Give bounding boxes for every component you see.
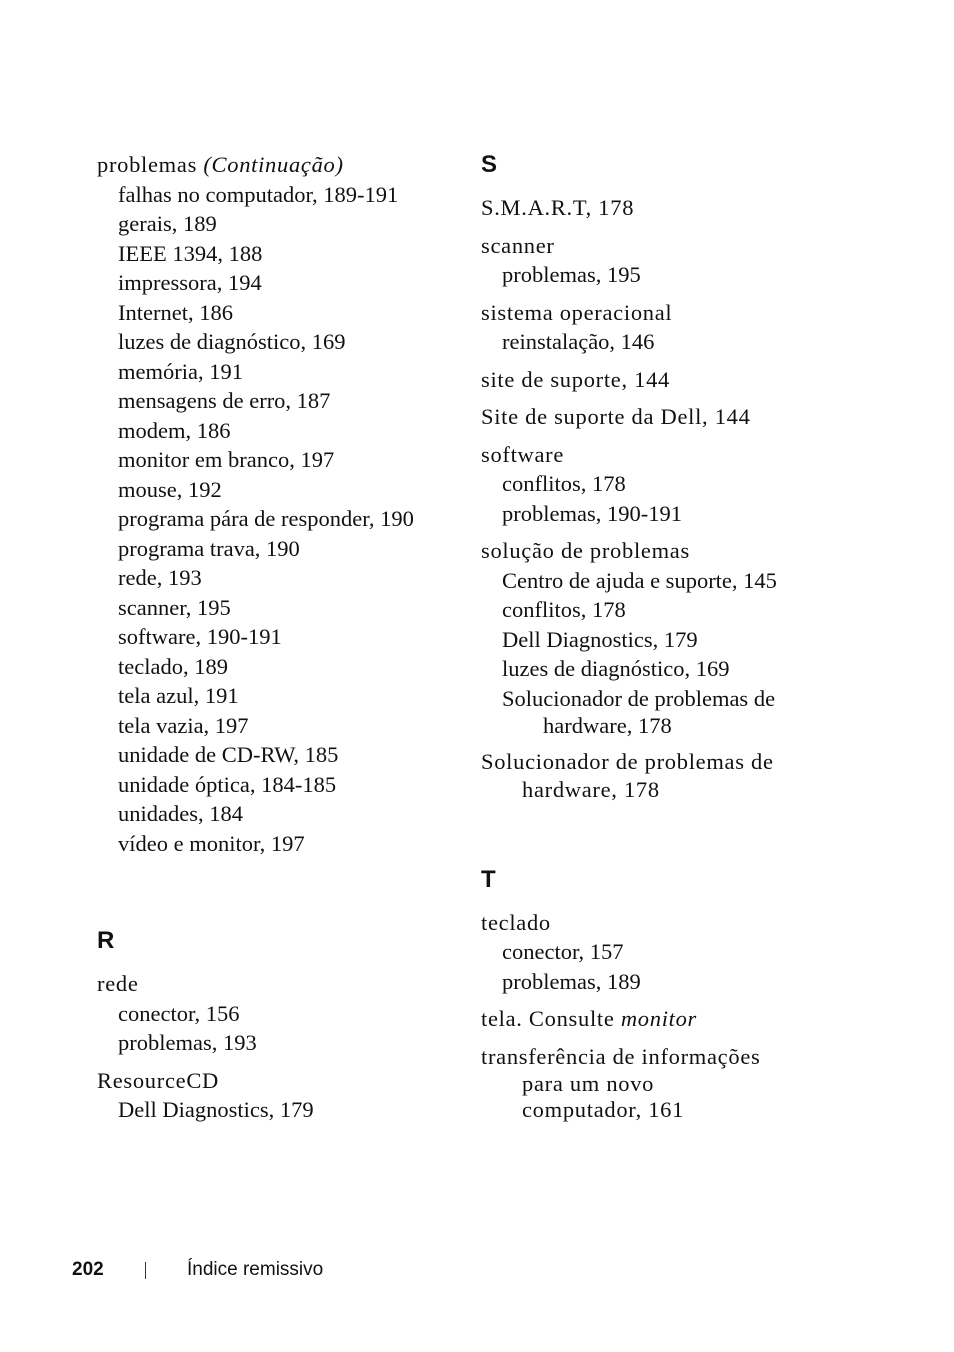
cross-reference: monitor: [620, 1006, 698, 1031]
index-subentry-continuation: hardware, 178: [543, 713, 672, 738]
continuation-note: (Continuação): [203, 152, 344, 177]
term-text: problemas: [97, 152, 198, 177]
index-entry-smart: [481, 193, 861, 223]
index-subentry: reinstalação, 146: [502, 329, 655, 354]
index-subentry: mouse, 192: [118, 476, 222, 502]
index-subentry: monitor em branco, 197: [118, 447, 335, 472]
index-subentry: problemas, 193: [118, 1030, 257, 1055]
index-entry-transferencia: [481, 1042, 861, 1124]
index-entry-site-de-suporte: [481, 365, 861, 395]
index-term: teclado: [481, 909, 551, 935]
index-entry-solucionador: [481, 747, 861, 803]
index-subentry: teclado, 189: [118, 653, 228, 679]
index-subentry: Dell Diagnostics, 179: [502, 626, 698, 652]
index-subentry: conflitos, 178: [502, 597, 626, 622]
index-subentry: IEEE 1394, 188: [118, 240, 263, 266]
index-subentry: unidade de CD-RW, 185: [118, 742, 339, 767]
index-subentry: Solucionador de problemas de: [502, 685, 776, 711]
index-term: ResourceCD: [97, 1067, 219, 1093]
index-term: S.M.A.R.T, 178: [481, 195, 635, 220]
index-subentry: gerais, 189: [118, 211, 217, 236]
index-subentry: Centro de ajuda e suporte, 145: [502, 567, 777, 593]
index-term-continuation: computador, 161: [522, 1097, 685, 1122]
index-entry-rede: [97, 969, 457, 1058]
index-subentry: programa pára de responder, 190: [118, 506, 414, 531]
footer-title: Índice remissivo: [187, 1259, 324, 1280]
index-subentry: problemas, 189: [502, 968, 641, 994]
index-entry-resourcecd: [97, 1066, 457, 1125]
index-subentry: Internet, 186: [118, 299, 233, 325]
index-subentry: tela azul, 191: [118, 683, 239, 708]
section-heading-r: R: [97, 927, 115, 954]
index-subentry: vídeo e monitor, 197: [118, 830, 305, 856]
index-term: scanner: [481, 232, 555, 258]
index-subentry: falhas no computador, 189-191: [118, 181, 399, 207]
index-subentry: Dell Diagnostics, 179: [118, 1097, 314, 1122]
index-term-continuation: para um novo: [522, 1071, 655, 1096]
index-subentry: unidades, 184: [118, 801, 243, 826]
index-column-left: [97, 150, 457, 1133]
index-entry-solucao-de-problemas: [481, 536, 861, 739]
index-term: software: [481, 441, 565, 467]
index-term: rede: [97, 971, 139, 996]
term-text: tela. Consulte: [481, 1006, 615, 1031]
index-subentry: software, 190-191: [118, 624, 282, 649]
index-subentry: rede, 193: [118, 565, 202, 590]
index-term: Solucionador de problemas de: [481, 749, 774, 774]
page-number: 202: [72, 1259, 104, 1280]
index-subentry: problemas, 195: [502, 262, 641, 287]
index-subentry: conector, 156: [118, 1000, 240, 1026]
index-term: sistema operacional: [481, 299, 673, 325]
index-subentry: luzes de diagnóstico, 169: [502, 656, 730, 681]
index-entry-problemas: [97, 150, 457, 858]
index-subentry: problemas, 190-191: [502, 500, 682, 526]
index-entry-scanner: [481, 231, 861, 290]
index-term: transferência de informações: [481, 1043, 761, 1069]
index-entry-software: [481, 440, 861, 529]
index-subentry: conector, 157: [502, 939, 624, 964]
index-subentry: programa trava, 190: [118, 535, 300, 561]
footer-separator: [145, 1262, 146, 1279]
index-subentry: unidade óptica, 184-185: [118, 771, 337, 797]
index-subentry: scanner, 195: [118, 594, 231, 620]
index-subentry: luzes de diagnóstico, 169: [118, 329, 346, 354]
index-entry-teclado: [481, 908, 861, 997]
index-entry-tela: [481, 1004, 861, 1034]
index-subentry: mensagens de erro, 187: [118, 388, 331, 413]
index-term: site de suporte, 144: [481, 366, 670, 392]
section-heading-s: S: [481, 151, 498, 178]
index-term: [481, 1004, 861, 1034]
index-subentry: impressora, 194: [118, 270, 262, 295]
index-term-continuation: hardware, 178: [522, 776, 660, 802]
index-subentry: modem, 186: [118, 417, 231, 443]
index-term: [97, 150, 457, 180]
section-heading-t: T: [481, 865, 496, 893]
index-subentry: conflitos, 178: [502, 471, 626, 496]
index-term: Site de suporte da Dell, 144: [481, 404, 751, 429]
index-column-right: [481, 150, 861, 1131]
index-term: solução de problemas: [481, 538, 690, 563]
index-entry-site-de-suporte-dell: [481, 402, 861, 432]
index-subentry: memória, 191: [118, 358, 243, 384]
index-subentry: tela vazia, 197: [118, 712, 249, 738]
index-entry-sistema-operacional: [481, 298, 861, 357]
